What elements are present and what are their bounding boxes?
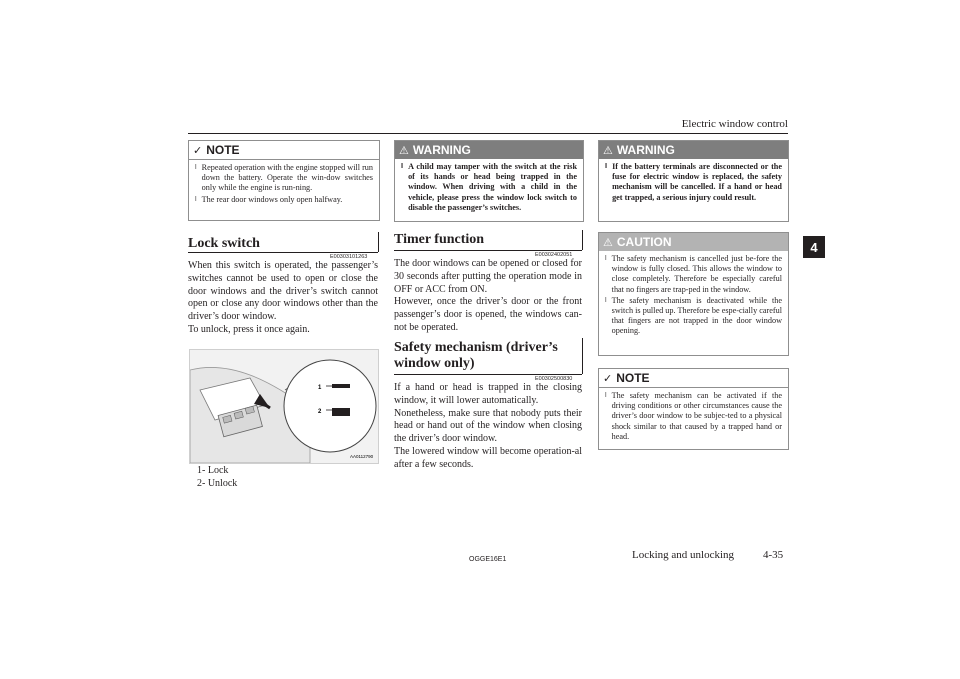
callout-2: 2: [318, 409, 322, 415]
running-header: Electric window control: [681, 118, 788, 130]
warning-box: [394, 140, 584, 222]
section-code: E00303101263: [330, 254, 368, 260]
note-body: [599, 388, 788, 447]
lock-switch-paragraph: When this switch is operated, the passenger’s switches cannot be used to open or close the door windows and the driver’s switch cannot open or close any door windows other than the driver’s door window. To unlock, press it once again.: [188, 260, 378, 335]
callout-1: 1: [318, 385, 322, 391]
caution-item: l The safety mechanism is deactivated while the switch is pulled up. Therefore be espe-cially careful that fingers are not trapped in the door window opening.: [605, 295, 782, 336]
caution-box: [598, 232, 789, 356]
bullet-icon: l: [195, 195, 197, 203]
warning-label: WARNING: [616, 143, 675, 157]
section-title-timer: Timer function: [394, 232, 485, 247]
warning-item: l If the battery terminals are disconnected or the fuse for electric window is replaced, the safety mechanism will be cancelled. If a hand or head get trapped, a serious injury could result.: [605, 162, 782, 202]
caution-item: l The safety mechanism is cancelled just be-fore the window is fully closed. This allows the window to close completely. Therefore be especially careful that no fingers are trap-ped in the window.: [605, 254, 782, 294]
warning-label: WARNING: [412, 143, 471, 157]
section-title-safety: Safety mechanism (driver’s window only): [394, 340, 558, 371]
warning-box-battery: [598, 140, 789, 222]
note-icon: ✓: [193, 143, 203, 157]
figure-code: AA0112790: [350, 454, 374, 459]
caption-unlock: 2- Unlock: [197, 477, 238, 489]
caution-icon: ⚠: [603, 235, 613, 249]
door-switch-illustration: [190, 350, 378, 463]
heading-rule-vert: [378, 232, 379, 252]
note-label: NOTE: [616, 371, 650, 385]
caution-header: [599, 233, 788, 251]
note-item: l The rear door windows only open halfway.: [195, 194, 343, 204]
warning-body: [599, 159, 788, 208]
caution-body: [599, 251, 788, 342]
warning-header: [395, 141, 583, 159]
heading-rule-vert: [582, 230, 583, 250]
heading-rule-vert: [582, 338, 583, 374]
note-label: NOTE: [206, 143, 240, 157]
timer-paragraph: The door windows can be opened or closed for 30 seconds after putting the operation mode in OFF or ACC from ON. However, once the driver’s door or the front passenger’s door is opened, the windows can-not be operated.: [394, 258, 582, 333]
warning-item: l A child may tamper with the switch at the risk of its hands or head being trapped in the window. When driving with a child in the vehicle, please press the window lock switch to disable the passenger’s switches.: [401, 162, 577, 212]
warning-body: [395, 159, 583, 218]
heading-rule: [394, 374, 582, 375]
note-body: [189, 160, 379, 210]
note-header: [189, 141, 379, 160]
safety-paragraph: If a hand or head is trapped in the closing window, it will lower automatically. Nonetheless, make sure that nobody puts their head or hand out of the window when closing the driver’s door window. The lowered window will become operation-al after a few seconds.: [394, 382, 582, 470]
warning-icon: ⚠: [399, 143, 409, 157]
bullet-icon: l: [605, 255, 607, 262]
section-code: E00302500830: [535, 376, 573, 382]
note-icon: ✓: [603, 371, 613, 385]
caution-label: CAUTION: [616, 235, 672, 249]
note-item: l The safety mechanism can be activated if the driving conditions or other circumstances cause the driver’s door window to be subjec-ted to a physical shock similar to that caused by a trapped hand or head.: [605, 391, 782, 441]
document-id: OGGE16E1: [469, 556, 507, 563]
note-item: l Repeated operation with the engine stopped will run down the battery. Operate the win-dow switches only while the engine is run-ning.: [195, 163, 373, 193]
heading-rule: [188, 252, 378, 253]
heading-rule: [394, 250, 582, 251]
section-code: E00302402051: [535, 252, 573, 258]
bullet-icon: l: [401, 163, 404, 170]
chapter-tab: 4: [803, 236, 825, 258]
bullet-icon: l: [605, 392, 607, 399]
warning-header: [599, 141, 788, 159]
section-title-lock-switch: Lock switch: [188, 236, 260, 251]
footer-section: Locking and unlocking: [632, 549, 735, 561]
figure-caption: [197, 465, 237, 490]
lock-switch-figure: [189, 349, 379, 464]
warning-icon: ⚠: [603, 143, 613, 157]
note-header: [599, 369, 788, 388]
note-box-safety: [598, 368, 789, 450]
header-rule: [188, 133, 788, 134]
page-number: 4-35: [763, 549, 784, 561]
bullet-icon: l: [605, 296, 607, 304]
caption-lock: 1- Lock: [197, 465, 229, 476]
note-box: [188, 140, 380, 221]
bullet-icon: l: [195, 164, 197, 171]
bullet-icon: l: [605, 163, 608, 170]
